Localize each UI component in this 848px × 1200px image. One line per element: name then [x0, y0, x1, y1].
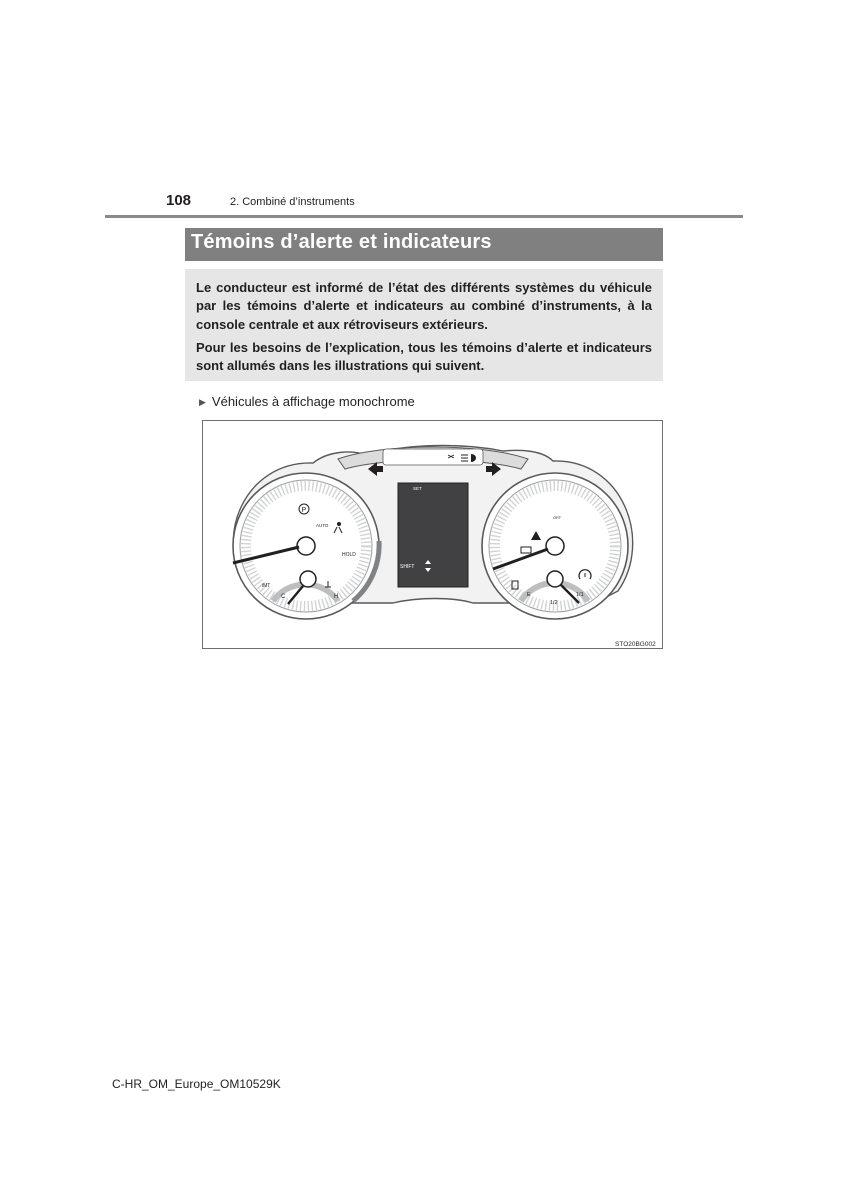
header-rule: [105, 215, 743, 218]
bullet-text: Véhicules à affichage monochrome: [211, 394, 415, 409]
svg-text:P: P: [301, 507, 307, 514]
page-number: 108: [166, 192, 192, 209]
intro-paragraph-1: Le conducteur est informé de l’état des différents systèmes du véhicule par les témoins d’alerte et indicateurs au combiné d’instruments, à la console centrale et aux rétroviseurs extérieurs.: [196, 280, 652, 332]
figure-code: STO20BG002: [615, 641, 656, 648]
instrument-cluster-illustration: [203, 421, 664, 650]
intro-paragraph-2: Pour les besoins de l’explication, tous les témoins d’alerte et indicateurs sont allumés dans les illustrations qui suivent.: [196, 340, 652, 374]
set-label: SET: [413, 486, 422, 491]
shift-label: SHIFT: [400, 564, 415, 570]
section-title: 2. Combiné d’instruments: [230, 196, 355, 208]
page-title: Témoins d’alerte et indicateurs: [191, 231, 492, 253]
bullet-item: [199, 394, 415, 409]
top-indicator-panel: [383, 449, 483, 465]
instrument-cluster-figure: [202, 420, 663, 649]
footer-document-code: C-HR_OM_Europe_OM10529K: [112, 1077, 281, 1091]
title-bar: [185, 228, 663, 261]
hot-label: H: [334, 594, 339, 600]
fuel-full-label: 1/1: [576, 592, 584, 598]
fuel-empty-label: E: [527, 592, 531, 598]
off-label: OFF: [553, 515, 561, 520]
cold-label: C: [281, 594, 286, 600]
fuel-gauge: [482, 473, 628, 619]
auto-label: AUTO: [316, 523, 329, 528]
imt-label: iMT: [262, 583, 271, 589]
speedometer-gauge: [233, 473, 379, 619]
intro-box: [185, 269, 663, 381]
fuel-half-label: 1/2: [550, 600, 558, 606]
center-display: [398, 483, 468, 587]
bullet-triangle-icon: ▶: [199, 397, 206, 407]
hold-label: HOLD: [342, 552, 356, 558]
